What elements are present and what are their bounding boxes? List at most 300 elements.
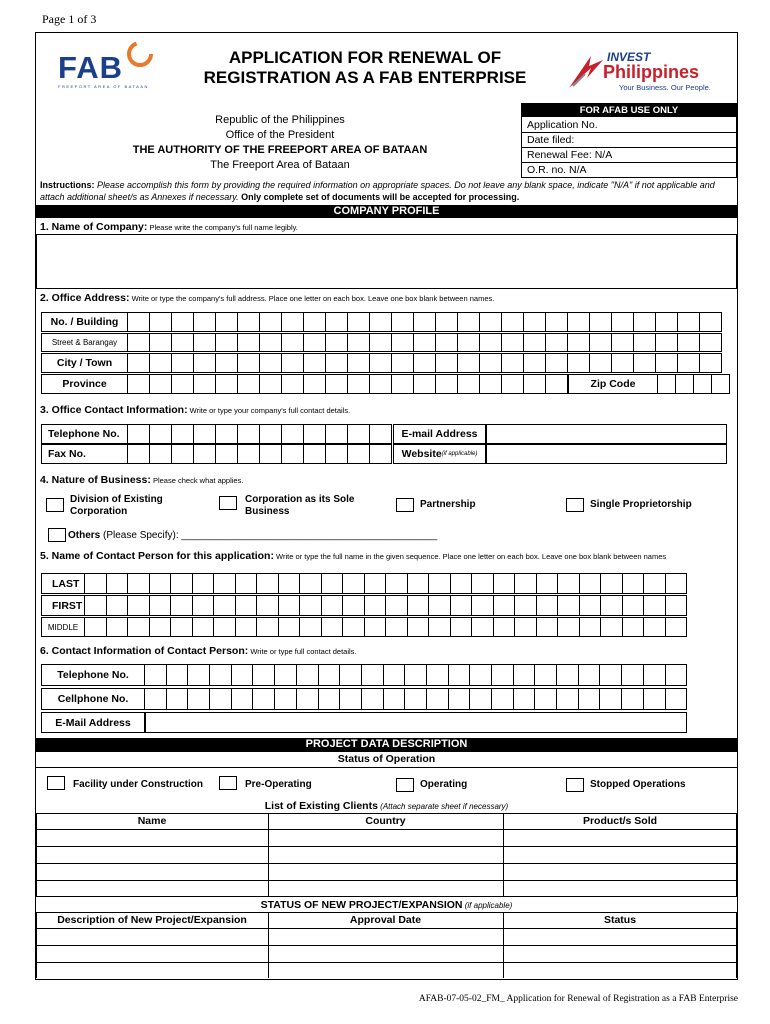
letter-box[interactable] — [231, 664, 254, 686]
letter-box[interactable] — [457, 333, 480, 352]
letter-box[interactable] — [278, 617, 301, 637]
new-status-cells[interactable] — [504, 929, 736, 978]
letter-box[interactable] — [435, 333, 458, 352]
cp-cellphone-boxes[interactable] — [145, 688, 687, 710]
letter-box[interactable] — [364, 617, 387, 637]
letter-box[interactable] — [237, 353, 260, 373]
letter-box[interactable] — [600, 617, 623, 637]
letter-box[interactable] — [256, 573, 279, 594]
letter-box[interactable] — [278, 595, 301, 616]
letter-box[interactable] — [149, 444, 172, 464]
letter-box[interactable] — [643, 573, 666, 594]
letter-box[interactable] — [170, 573, 193, 594]
st-preop-checkbox[interactable] — [219, 776, 237, 790]
letter-box[interactable] — [296, 664, 319, 686]
letter-box[interactable] — [534, 688, 557, 710]
letter-box[interactable] — [361, 688, 384, 710]
addr-city-boxes[interactable] — [128, 353, 722, 373]
letter-box[interactable] — [413, 312, 436, 332]
letter-box[interactable] — [579, 617, 602, 637]
letter-box[interactable] — [303, 444, 326, 464]
letter-box[interactable] — [655, 353, 678, 373]
letter-box[interactable] — [493, 617, 516, 637]
letter-box[interactable] — [491, 664, 514, 686]
letter-box[interactable] — [318, 688, 341, 710]
letter-box[interactable] — [657, 374, 676, 394]
letter-box[interactable] — [235, 595, 258, 616]
letter-box[interactable] — [457, 374, 480, 394]
letter-box[interactable] — [166, 688, 189, 710]
company-name-field[interactable] — [36, 234, 737, 289]
letter-box[interactable] — [677, 353, 700, 373]
st-operating-label: Operating — [420, 779, 468, 790]
letter-box[interactable] — [231, 688, 254, 710]
letter-box[interactable] — [278, 573, 301, 594]
letter-box[interactable] — [259, 374, 282, 394]
letter-box[interactable] — [342, 617, 365, 637]
letter-box[interactable] — [215, 312, 238, 332]
letter-box[interactable] — [342, 573, 365, 594]
letter-box[interactable] — [259, 312, 282, 332]
letter-box[interactable] — [127, 617, 150, 637]
st-stopped-label: Stopped Operations — [590, 779, 686, 790]
letter-box[interactable] — [281, 374, 304, 394]
letter-box[interactable] — [237, 333, 260, 352]
letter-box[interactable] — [545, 374, 568, 394]
telephone-boxes[interactable] — [128, 424, 392, 444]
letter-box[interactable] — [127, 353, 150, 373]
letter-box[interactable] — [557, 617, 580, 637]
cp-telephone-boxes[interactable] — [145, 664, 687, 686]
letter-box[interactable] — [215, 353, 238, 373]
letter-box[interactable] — [369, 424, 392, 444]
letter-box[interactable] — [149, 353, 172, 373]
letter-box[interactable] — [501, 333, 524, 352]
letter-box[interactable] — [369, 312, 392, 332]
letter-box[interactable] — [149, 312, 172, 332]
letter-box[interactable] — [215, 444, 238, 464]
letter-box[interactable] — [426, 664, 449, 686]
letter-box[interactable] — [479, 374, 502, 394]
letter-box[interactable] — [413, 374, 436, 394]
letter-box[interactable] — [557, 573, 580, 594]
letter-box[interactable] — [665, 617, 688, 637]
letter-box[interactable] — [259, 424, 282, 444]
letter-box[interactable] — [192, 573, 215, 594]
letter-box[interactable] — [256, 595, 279, 616]
letter-box[interactable] — [252, 688, 275, 710]
letter-box[interactable] — [693, 374, 712, 394]
letter-box[interactable] — [149, 595, 172, 616]
letter-box[interactable] — [578, 664, 601, 686]
clients-country-cells[interactable] — [269, 830, 503, 896]
letter-box[interactable] — [655, 333, 678, 352]
fax-boxes[interactable] — [128, 444, 392, 464]
letter-box[interactable] — [192, 617, 215, 637]
letter-box[interactable] — [579, 595, 602, 616]
letter-box[interactable] — [347, 312, 370, 332]
nb-partnership-checkbox[interactable] — [396, 498, 414, 512]
letter-box[interactable] — [534, 664, 557, 686]
letter-box[interactable] — [469, 688, 492, 710]
letter-box[interactable] — [347, 444, 370, 464]
letter-box[interactable] — [299, 573, 322, 594]
letter-box[interactable] — [106, 617, 129, 637]
letter-box[interactable] — [347, 374, 370, 394]
letter-box[interactable] — [127, 374, 150, 394]
letter-box[interactable] — [321, 573, 344, 594]
letter-box[interactable] — [274, 664, 297, 686]
website-field[interactable] — [486, 444, 727, 464]
letter-box[interactable] — [303, 424, 326, 444]
nb-others-checkbox[interactable] — [48, 528, 66, 542]
letter-box[interactable] — [611, 333, 634, 352]
letter-box[interactable] — [523, 353, 546, 373]
cp-email-field[interactable] — [145, 712, 687, 733]
letter-box[interactable] — [235, 573, 258, 594]
letter-box[interactable] — [448, 664, 471, 686]
letter-box[interactable] — [84, 617, 107, 637]
letter-box[interactable] — [611, 353, 634, 373]
letter-box[interactable] — [435, 312, 458, 332]
letter-box[interactable] — [428, 617, 451, 637]
letter-box[interactable] — [127, 573, 150, 594]
nb-division-checkbox[interactable] — [46, 498, 64, 512]
letter-box[interactable] — [281, 424, 304, 444]
letter-box[interactable] — [303, 353, 326, 373]
section-1-title: 1. Name of Company: — [40, 221, 148, 233]
letter-box[interactable] — [589, 333, 612, 352]
letter-box[interactable] — [170, 595, 193, 616]
letter-box[interactable] — [127, 595, 150, 616]
letter-box[interactable] — [213, 617, 236, 637]
letter-box[interactable] — [536, 617, 559, 637]
letter-box[interactable] — [364, 595, 387, 616]
letter-box[interactable] — [621, 664, 644, 686]
letter-box[interactable] — [514, 617, 537, 637]
letter-box[interactable] — [369, 444, 392, 464]
letter-box[interactable] — [545, 312, 568, 332]
letter-box[interactable] — [127, 424, 150, 444]
letter-box[interactable] — [193, 374, 216, 394]
letter-box[interactable] — [237, 374, 260, 394]
letter-box[interactable] — [622, 617, 645, 637]
section-4-note: Please check what applies. — [150, 476, 244, 485]
letter-box[interactable] — [193, 353, 216, 373]
letter-box[interactable] — [514, 595, 537, 616]
letter-box[interactable] — [622, 573, 645, 594]
letter-box[interactable] — [149, 617, 172, 637]
letter-box[interactable] — [556, 688, 579, 710]
letter-box[interactable] — [407, 595, 430, 616]
letter-box[interactable] — [84, 595, 107, 616]
letter-box[interactable] — [166, 664, 189, 686]
middle-name-boxes[interactable] — [85, 617, 687, 637]
letter-box[interactable] — [655, 312, 678, 332]
email-field[interactable] — [486, 424, 727, 444]
letter-box[interactable] — [391, 333, 414, 352]
letter-box[interactable] — [127, 312, 150, 332]
letter-box[interactable] — [325, 444, 348, 464]
letter-box[interactable] — [513, 664, 536, 686]
letter-box[interactable] — [677, 333, 700, 352]
zip-boxes[interactable] — [658, 374, 730, 394]
letter-box[interactable] — [457, 353, 480, 373]
letter-box[interactable] — [259, 333, 282, 352]
letter-box[interactable] — [385, 617, 408, 637]
letter-box[interactable] — [491, 688, 514, 710]
first-name-boxes[interactable] — [85, 595, 687, 616]
letter-box[interactable] — [589, 353, 612, 373]
letter-box[interactable] — [342, 595, 365, 616]
letter-box[interactable] — [391, 374, 414, 394]
letter-box[interactable] — [84, 573, 107, 594]
letter-box[interactable] — [149, 424, 172, 444]
letter-box[interactable] — [325, 312, 348, 332]
letter-box[interactable] — [347, 333, 370, 352]
letter-box[interactable] — [578, 688, 601, 710]
letter-box[interactable] — [407, 573, 430, 594]
letter-box[interactable] — [171, 353, 194, 373]
letter-box[interactable] — [215, 374, 238, 394]
letter-box[interactable] — [407, 617, 430, 637]
letter-box[interactable] — [215, 333, 238, 352]
letter-box[interactable] — [643, 595, 666, 616]
letter-box[interactable] — [536, 573, 559, 594]
letter-box[interactable] — [450, 573, 473, 594]
nb-single-checkbox[interactable] — [566, 498, 584, 512]
letter-box[interactable] — [471, 595, 494, 616]
letter-box[interactable] — [677, 312, 700, 332]
letter-box[interactable] — [369, 374, 392, 394]
letter-box[interactable] — [536, 595, 559, 616]
letter-box[interactable] — [209, 688, 232, 710]
letter-box[interactable] — [469, 664, 492, 686]
letter-box[interactable] — [296, 688, 319, 710]
letter-box[interactable] — [144, 664, 167, 686]
letter-box[interactable] — [149, 573, 172, 594]
letter-box[interactable] — [383, 664, 406, 686]
letter-box[interactable] — [171, 424, 194, 444]
letter-box[interactable] — [479, 333, 502, 352]
letter-box[interactable] — [471, 617, 494, 637]
letter-box[interactable] — [621, 688, 644, 710]
addr-province-boxes[interactable] — [128, 374, 568, 394]
letter-box[interactable] — [545, 333, 568, 352]
letter-box[interactable] — [281, 312, 304, 332]
letter-box[interactable] — [600, 573, 623, 594]
letter-box[interactable] — [665, 664, 688, 686]
letter-box[interactable] — [281, 333, 304, 352]
letter-box[interactable] — [501, 353, 524, 373]
letter-box[interactable] — [633, 353, 656, 373]
letter-box[interactable] — [413, 333, 436, 352]
letter-box[interactable] — [325, 424, 348, 444]
letter-box[interactable] — [369, 353, 392, 373]
addr-no-boxes[interactable] — [128, 312, 722, 332]
letter-box[interactable] — [347, 353, 370, 373]
letter-box[interactable] — [235, 617, 258, 637]
letter-box[interactable] — [339, 664, 362, 686]
letter-box[interactable] — [711, 374, 730, 394]
letter-box[interactable] — [513, 688, 536, 710]
letter-box[interactable] — [281, 353, 304, 373]
letter-box[interactable] — [127, 333, 150, 352]
letter-box[interactable] — [457, 312, 480, 332]
letter-box[interactable] — [523, 333, 546, 352]
letter-box[interactable] — [259, 444, 282, 464]
letter-box[interactable] — [303, 333, 326, 352]
letter-box[interactable] — [675, 374, 694, 394]
letter-box[interactable] — [514, 573, 537, 594]
letter-box[interactable] — [252, 664, 275, 686]
letter-box[interactable] — [633, 312, 656, 332]
letter-box[interactable] — [600, 595, 623, 616]
letter-box[interactable] — [622, 595, 645, 616]
letter-box[interactable] — [665, 573, 688, 594]
letter-box[interactable] — [699, 333, 722, 352]
letter-box[interactable] — [493, 595, 516, 616]
letter-box[interactable] — [325, 353, 348, 373]
letter-box[interactable] — [428, 595, 451, 616]
letter-box[interactable] — [435, 353, 458, 373]
letter-box[interactable] — [321, 617, 344, 637]
clients-products-cells[interactable] — [504, 830, 736, 896]
letter-box[interactable] — [170, 617, 193, 637]
letter-box[interactable] — [171, 444, 194, 464]
letter-box[interactable] — [599, 688, 622, 710]
st-stopped-checkbox[interactable] — [566, 778, 584, 792]
letter-box[interactable] — [193, 333, 216, 352]
letter-box[interactable] — [325, 374, 348, 394]
letter-box[interactable] — [428, 573, 451, 594]
letter-box[interactable] — [237, 312, 260, 332]
letter-box[interactable] — [665, 595, 688, 616]
letter-box[interactable] — [665, 688, 688, 710]
letter-box[interactable] — [599, 664, 622, 686]
letter-box[interactable] — [281, 444, 304, 464]
letter-box[interactable] — [127, 444, 150, 464]
letter-box[interactable] — [321, 595, 344, 616]
letter-box[interactable] — [325, 333, 348, 352]
letter-box[interactable] — [192, 595, 215, 616]
letter-box[interactable] — [171, 333, 194, 352]
letter-box[interactable] — [501, 312, 524, 332]
letter-box[interactable] — [545, 353, 568, 373]
letter-box[interactable] — [567, 312, 590, 332]
letter-box[interactable] — [361, 664, 384, 686]
letter-box[interactable] — [643, 664, 666, 686]
letter-box[interactable] — [256, 617, 279, 637]
letter-box[interactable] — [187, 688, 210, 710]
letter-box[interactable] — [339, 688, 362, 710]
clients-col-country: Country — [365, 815, 406, 827]
addr-street-boxes[interactable] — [128, 333, 722, 352]
letter-box[interactable] — [347, 424, 370, 444]
letter-box[interactable] — [193, 424, 216, 444]
letter-box[interactable] — [274, 688, 297, 710]
letter-box[interactable] — [479, 353, 502, 373]
letter-box[interactable] — [523, 374, 546, 394]
letter-box[interactable] — [193, 312, 216, 332]
letter-box[interactable] — [567, 333, 590, 352]
letter-box[interactable] — [699, 312, 722, 332]
letter-box[interactable] — [450, 595, 473, 616]
letter-box[interactable] — [171, 374, 194, 394]
letter-box[interactable] — [448, 688, 471, 710]
letter-box[interactable] — [426, 688, 449, 710]
letter-box[interactable] — [364, 573, 387, 594]
letter-box[interactable] — [213, 573, 236, 594]
letter-box[interactable] — [523, 312, 546, 332]
letter-box[interactable] — [106, 573, 129, 594]
letter-box[interactable] — [149, 333, 172, 352]
letter-box[interactable] — [385, 595, 408, 616]
letter-box[interactable] — [303, 312, 326, 332]
letter-box[interactable] — [237, 444, 260, 464]
letter-box[interactable] — [391, 312, 414, 332]
letter-box[interactable] — [501, 374, 524, 394]
letter-box[interactable] — [215, 424, 238, 444]
letter-box[interactable] — [699, 353, 722, 373]
st-construction-checkbox[interactable] — [47, 776, 65, 790]
letter-box[interactable] — [385, 573, 408, 594]
letter-box[interactable] — [557, 595, 580, 616]
letter-box[interactable] — [237, 424, 260, 444]
letter-box[interactable] — [299, 617, 322, 637]
letter-box[interactable] — [369, 333, 392, 352]
letter-box[interactable] — [259, 353, 282, 373]
letter-box[interactable] — [435, 374, 458, 394]
letter-box[interactable] — [493, 573, 516, 594]
letter-box[interactable] — [404, 688, 427, 710]
letter-box[interactable] — [187, 664, 210, 686]
letter-box[interactable] — [171, 312, 194, 332]
letter-box[interactable] — [404, 664, 427, 686]
letter-box[interactable] — [106, 595, 129, 616]
fab-logo — [55, 40, 155, 92]
letter-box[interactable] — [391, 353, 414, 373]
letter-box[interactable] — [413, 353, 436, 373]
clients-name-cells[interactable] — [37, 830, 268, 896]
st-operating-checkbox[interactable] — [396, 778, 414, 792]
new-approval-cells[interactable] — [269, 929, 503, 978]
letter-box[interactable] — [299, 595, 322, 616]
letter-box[interactable] — [209, 664, 232, 686]
letter-box[interactable] — [567, 353, 590, 373]
letter-box[interactable] — [193, 444, 216, 464]
letter-box[interactable] — [303, 374, 326, 394]
letter-box[interactable] — [318, 664, 341, 686]
letter-box[interactable] — [450, 617, 473, 637]
letter-box[interactable] — [479, 312, 502, 332]
letter-box[interactable] — [149, 374, 172, 394]
letter-box[interactable] — [144, 688, 167, 710]
letter-box[interactable] — [579, 573, 602, 594]
letter-box[interactable] — [213, 595, 236, 616]
letter-box[interactable] — [611, 312, 634, 332]
letter-box[interactable] — [589, 312, 612, 332]
letter-box[interactable] — [643, 688, 666, 710]
new-description-cells[interactable] — [37, 929, 268, 978]
last-name-boxes[interactable] — [85, 573, 687, 594]
letter-box[interactable] — [633, 333, 656, 352]
letter-box[interactable] — [556, 664, 579, 686]
letter-box[interactable] — [383, 688, 406, 710]
letter-box[interactable] — [643, 617, 666, 637]
nb-sole-checkbox[interactable] — [219, 496, 237, 510]
letter-box[interactable] — [471, 573, 494, 594]
